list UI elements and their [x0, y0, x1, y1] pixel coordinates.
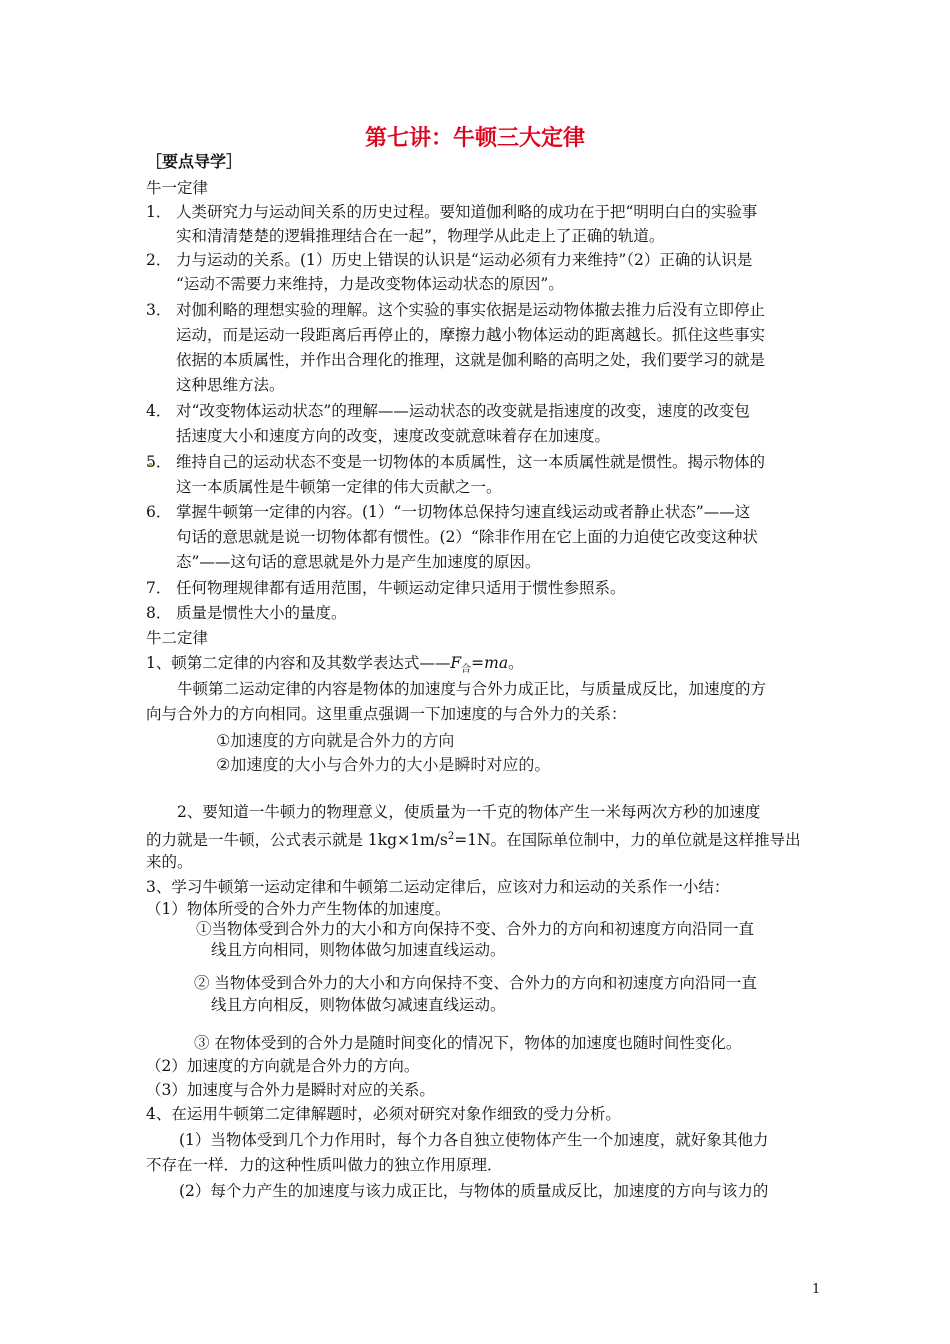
item-2-line-2: “运动不需要力来维持，力是改变物体运动状态的原因”。 [176, 275, 564, 293]
summary-1b-line-1: ② 当物体受到合外力的大小和方向保持不变、合外力的方向和初速度方向沿同一直 [194, 974, 757, 992]
item-7-number: 7． [146, 579, 172, 597]
item-8-line-1: 质量是惯性大小的量度。 [176, 604, 347, 622]
summary-1a-line-2: 线且方向相同，则物体做匀加速直线运动。 [211, 941, 506, 959]
item-5-line-1: 维持自己的运动状态不变是一切物体的本质属性，这一本质属性就是惯性。揭示物体的 [176, 453, 766, 471]
summary-2: （2）加速度的方向就是合外力的方向。 [146, 1057, 420, 1075]
unit-superscript: 2 [447, 831, 455, 842]
item-4-line-2: 括速度大小和速度方向的改变，速度改变就意味着存在加速度。 [176, 427, 611, 445]
highlight-line-2: ②加速度的大小与合外力的大小是瞬时对应的。 [216, 755, 551, 774]
law2-paragraph-2-line-2 [146, 825, 801, 852]
item-8-number: 8． [146, 604, 172, 622]
summary-1b-line-2: 线且方向相反，则物体做匀减速直线运动。 [211, 996, 506, 1014]
item-7-line-1: 任何物理规律都有适用范围，牛顿运动定律只适用于惯性参照系。 [176, 579, 626, 597]
section-heading: ［要点导学］ [146, 152, 243, 171]
law2-heading: 牛二定律 [146, 629, 209, 647]
page-title: 第七讲：牛顿三大定律 [364, 126, 585, 151]
item-6-number: 6． [146, 503, 172, 521]
item-3-number: 3． [146, 301, 172, 319]
item-5-line-2: 这一本质属性是牛顿第一定律的伟大贡献之一。 [176, 478, 502, 496]
summary-1c: ③ 在物体受到的合外力是随时间变化的情况下，物体的加速度也随时间性变化。 [194, 1034, 742, 1052]
summary-1a-line-1: ①当物体受到合外力的大小和方向保持不变、合外力的方向和初速度方向沿同一直 [196, 920, 755, 938]
formula-F: F [450, 654, 462, 672]
item-4-line-1: 对“改变物体运动状态”的理解——运动状态的改变就是指速度的改变，速度的改变包 [176, 402, 750, 420]
item-2-number: 2． [146, 251, 172, 269]
item-3-line-2: 运动，而是运动一段距离后再停止的，摩擦力越小物体运动的距离越长。抓住这些事实 [176, 326, 766, 344]
law1-heading: 牛一定律 [146, 179, 209, 197]
item-1-line-1: 人类研究力与运动间关系的历史过程。要知道伽利略的成功在于把“明明白白的实验事 [176, 203, 758, 221]
item-1-number: 1． [146, 203, 172, 221]
law2-paragraph-2-line-1: 2、要知道一牛顿力的物理意义，使质量为一千克的物体产生一米每两次方秒的加速度 [177, 803, 761, 821]
formula-subscript: 合 [461, 664, 472, 676]
unit-text-rest: =1N。在国际单位制中，力的单位就是这样推导出 [454, 831, 801, 850]
formula-prefix: 1、顿第二定律的内容和及其数学表达式—— [146, 654, 451, 672]
item-6-line-1: 掌握牛顿第一定律的内容。(1）“一切物体总保持匀速直线运动或者静止状态”——这 [176, 503, 751, 521]
item-6-line-2: 句话的意思就是说一切物体都有惯性。(2）“除非作用在它上面的力迫使它改变这种状 [176, 528, 758, 546]
highlight-line-1: ①加速度的方向就是合外力的方向 [216, 731, 455, 750]
law2-paragraph-4-1-line-2: 不存在一样．力的这种性质叫做力的独立作用原理． [146, 1156, 503, 1174]
item-5-number: 5． [146, 453, 172, 471]
law2-paragraph-4-1-line-1: (1）当物体受到几个力作用时，每个力各自独立使物体产生一个加速度，就好象其他力 [179, 1131, 769, 1149]
law2-paragraph-2-line-3: 来的。 [146, 853, 193, 871]
formula-ma: =ma [471, 654, 509, 672]
summary-3: （3）加速度与合外力是瞬时对应的关系。 [146, 1081, 435, 1099]
item-6-line-3: 态”——这句话的意思就是外力是产生加速度的原因。 [176, 553, 541, 571]
item-4-number: 4． [146, 402, 172, 420]
unit-text: 的力就是一牛顿，公式表示就是 1kg×1m/s [146, 831, 448, 850]
law2-paragraph-4-2-line-1: (2）每个力产生的加速度与该力成正比，与物体的质量成反比，加速度的方向与该力的 [179, 1182, 769, 1200]
item-3-line-1: 对伽利略的理想实验的理解。这个实验的事实依据是运动物体撤去推力后没有立即停止 [176, 301, 766, 319]
item-2-line-1: 力与运动的关系。(1）历史上错误的认识是“运动必须有力来维持”（2）正确的认识是 [176, 251, 753, 269]
formula-suffix: 。 [508, 654, 524, 672]
item-3-line-3: 依据的本质属性，并作出合理化的推理，这就是伽利略的高明之处，我们要学习的就是 [176, 351, 766, 369]
law2-paragraph-1-line-2: 向与合外力的方向相同。这里重点强调一下加速度的与合外力的关系： [146, 705, 627, 723]
law2-paragraph-1-line-1: 牛顿第二运动定律的内容是物体的加速度与合外力成正比，与质量成反比，加速度的方 [177, 680, 767, 698]
item-3-line-4: 这种思维方法。 [176, 376, 285, 394]
summary-1: （1）物体所受的合外力产生物体的加速度。 [146, 900, 451, 918]
item-1-line-2: 实和清清楚楚的逻辑推理结合在一起”，物理学从此走上了正确的轨道。 [176, 227, 665, 245]
law2-paragraph-3: 3、学习牛顿第一运动定律和牛顿第二运动定律后，应该对力和运动的关系作一小结： [146, 878, 730, 896]
law2-paragraph-4: 4、在运用牛顿第二定律解题时，必须对研究对象作细致的受力分析。 [146, 1105, 621, 1123]
page-number: 1 [812, 1282, 821, 1297]
